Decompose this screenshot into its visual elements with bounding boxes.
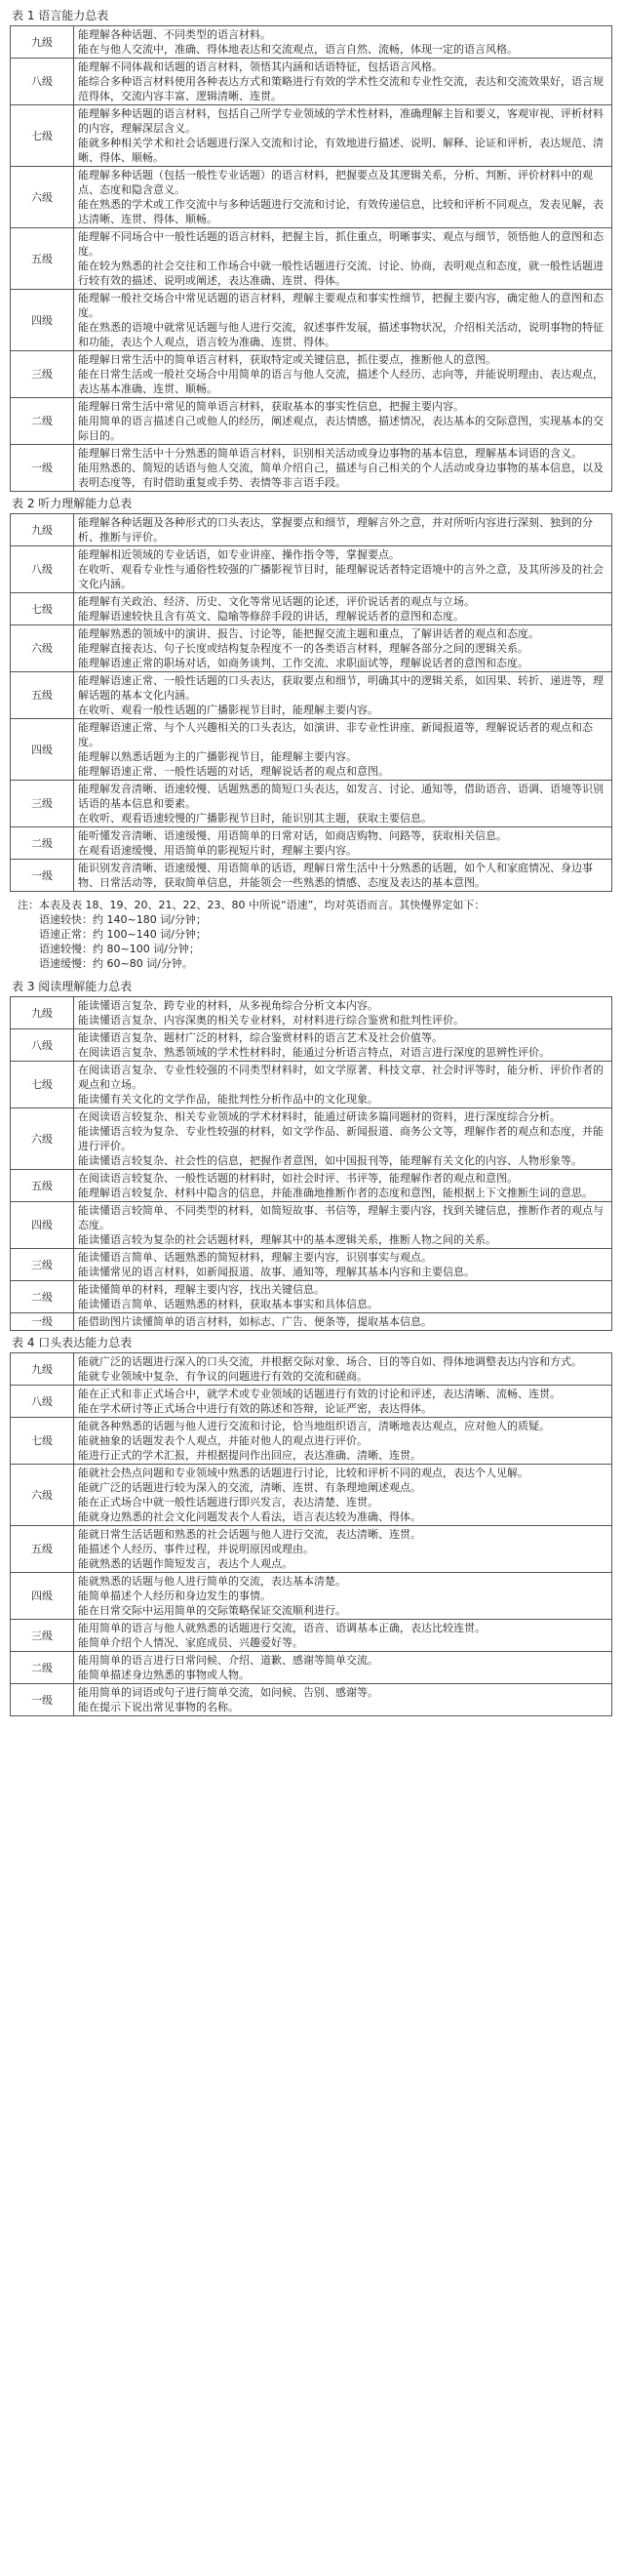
table-row [11, 167, 612, 228]
description-line: 能理解发音清晰、语速较慢、话题熟悉的简短口头表达，如发言、讨论、通知等，借助语音、语调、语境等识别话语的基本信息和要素。 [78, 783, 604, 810]
table-caption: 表 1 语言能力总表 [12, 9, 109, 22]
table-row [11, 1353, 612, 1386]
description-cell [74, 445, 612, 492]
description-line: 能在熟悉的学术或工作交流中与多种话题进行交流和讨论，有效传递信息，比较和评析不同观点，发表见解，表达清晰、连贯、得体、顺畅。 [78, 198, 604, 225]
description-cell [74, 228, 612, 290]
description-line: 能借助图片读懂简单的语言材料，如标志、广告、便条等，提取基本信息。 [78, 1315, 432, 1328]
description-line: 能就广泛的话题进行深入的口头交流，并根据交际对象、场合、目的等自如、得体地调整表达内容和方式。 [78, 1355, 582, 1368]
description-line: 能就多种相关学术和社会话题进行深入交流和讨论，有效地进行描述、说明、解释、论证和评析，表达规范、清晰、得体、顺畅。 [78, 137, 604, 164]
description-line: 能理解直接表达、句子长度或结构复杂程度不一的各类语言材料，理解各部分之间的逻辑关系。 [78, 642, 528, 655]
level-cell: 四级 [11, 719, 74, 781]
description-line: 能在熟悉的语境中就常见话题与他人进行交流，叙述事件发展，描述事物状况，介绍相关活动，说明事物的特征和功能，表达个人观点，语言较为准确、连贯、得体。 [78, 321, 604, 348]
description-line: 能理解以熟悉话题为主的广播影视节目，能理解主要内容。 [78, 750, 357, 763]
speed-note [18, 898, 614, 971]
note-line: 语速较快：约 140~180 词/分钟； [39, 913, 207, 926]
table-row [11, 1313, 612, 1331]
table-block-2 [10, 496, 614, 892]
description-cell [74, 1465, 612, 1526]
table-row [11, 1249, 612, 1281]
level-cell: 六级 [11, 1108, 74, 1170]
level-cell: 三级 [11, 781, 74, 827]
description-line: 能描述个人经历、事件过程，并说明原因或理由。 [78, 1543, 314, 1555]
description-line: 能就抽象的话题发表个人观点，并能对他人的观点进行评价。 [78, 1434, 368, 1447]
table-row [11, 1573, 612, 1620]
table-row [11, 514, 612, 546]
description-line: 能读懂常见的语言材料，如新闻报道、故事、通知等，理解其基本内容和主要信息。 [78, 1266, 475, 1278]
level-cell: 八级 [11, 546, 74, 593]
description-line: 能就各种熟悉的话题与他人进行交流和讨论，恰当地组织语言，清晰地表达观点，应对他人的质疑。 [78, 1420, 550, 1432]
level-cell: 九级 [11, 514, 74, 546]
description-line: 能用简单的语言进行日常问候、介绍、道歉、感谢等简单交流。 [78, 1654, 378, 1667]
description-line: 在收听、观看语速较慢的广播影视节目时，能识别其主题，获取主要信息。 [78, 812, 432, 825]
level-cell: 九级 [11, 26, 74, 59]
description-line: 能读懂语言复杂、跨专业的材料，从多视角综合分析文本内容。 [78, 999, 378, 1012]
description-cell [74, 290, 612, 351]
description-cell [74, 593, 612, 625]
description-cell [74, 167, 612, 228]
description-line: 在收听、观看一般性话题的广播影视节目时，能理解主要内容。 [78, 704, 378, 716]
description-cell [74, 59, 612, 105]
description-line: 能就社会热点问题和专业领域中熟悉的话题进行讨论，比较和评析不同的观点，表达个人见解。 [78, 1467, 528, 1479]
note-line: 语速较慢：约 80~100 词/分钟； [39, 943, 200, 955]
table-row [11, 398, 612, 445]
table-row [11, 781, 612, 827]
table-row [11, 1202, 612, 1249]
description-line: 能简单描述个人经历和身边发生的事情。 [78, 1590, 271, 1602]
description-line: 能读懂语言简单、话题熟悉的材料，获取基本事实和具体信息。 [78, 1298, 378, 1310]
level-cell: 七级 [11, 105, 74, 167]
description-line: 能听懂发音清晰、语速缓慢、用语简单的日常对话，如商店购物、问路等，获取相关信息。 [78, 829, 507, 842]
level-cell: 七级 [11, 1418, 74, 1465]
description-cell [74, 1313, 612, 1331]
table-row [11, 860, 612, 892]
level-cell: 七级 [11, 593, 74, 625]
level-cell: 四级 [11, 1202, 74, 1249]
description-cell [74, 1684, 612, 1716]
description-cell [74, 625, 612, 672]
level-cell: 五级 [11, 1170, 74, 1202]
description-line: 能就熟悉的话题与他人进行简单的交流，表达基本清楚。 [78, 1575, 346, 1588]
description-line: 能理解多种话题（包括一般性专业话题）的语言材料，把握要点及其逻辑关系，分析、判断、评价材料中的观点、态度和隐含意义。 [78, 169, 593, 196]
description-line: 能在日常交际中运用简单的交际策略保证交流顺利进行。 [78, 1604, 346, 1617]
level-cell: 九级 [11, 997, 74, 1029]
level-cell: 四级 [11, 290, 74, 351]
description-line: 能读懂语言较为复杂、专业性较强的材料，如文学作品、新闻报道、商务公文等，理解作者的观点和态度，并能进行评价。 [78, 1125, 604, 1152]
note-line: 语速正常：约 100~140 词/分钟； [39, 928, 207, 941]
level-cell: 一级 [11, 1313, 74, 1331]
description-line: 能读懂有关文化的文学作品，能批判性分析作品中的文化现象。 [78, 1093, 378, 1106]
description-line: 能理解语言较复杂、材料中隐含的信息，并能准确地推断作者的态度和意图，能根据上下文推断生词的意思。 [78, 1187, 593, 1199]
description-line: 能理解日常生活中常见的简单语言材料，获取基本的事实性信息，把握主要内容。 [78, 400, 464, 413]
level-cell: 三级 [11, 351, 74, 398]
description-cell [74, 1526, 612, 1573]
description-line: 能理解各种话题及各种形式的口头表达，掌握要点和细节，理解言外之意，并对所听内容进行深刻、独到的分析、推断与评价。 [78, 516, 593, 543]
description-cell [74, 672, 612, 719]
ability-table-4 [10, 1352, 612, 1716]
description-cell [74, 1573, 612, 1620]
description-line: 能理解熟悉的领域中的演讲、报告、讨论等，能把握交流主题和重点，了解讲话者的观点和态度。 [78, 627, 539, 640]
description-cell [74, 1281, 612, 1313]
table-row [11, 290, 612, 351]
description-line: 在阅读语言复杂、熟悉领域的学术性材料时，能通过分析语言特点，对语言进行深度的思辨性评价。 [78, 1046, 550, 1059]
description-line: 能在提示下说出常见事物的名称。 [78, 1701, 239, 1713]
description-line: 能在较为熟悉的社会交往和工作场合中就一般性话题进行交流、讨论、协商，表明观点和态度，就一般性话题进行较有效的描述、说明或阐述，表达准确、连贯、得体。 [78, 260, 604, 287]
description-line: 在观看语速缓慢、用语简单的影视短片时，理解主要内容。 [78, 844, 357, 857]
description-line: 能理解日常生活中十分熟悉的简单语言材料，识别相关活动或身边事物的基本信息，理解基本词语的含义。 [78, 447, 582, 460]
table-block-1 [10, 8, 614, 492]
table-caption: 表 3 阅读理解能力总表 [12, 980, 133, 993]
table-row [11, 1418, 612, 1465]
description-line: 能读懂语言较为复杂的社会话题材料，理解其中的基本逻辑关系，推断人物之间的关系。 [78, 1233, 496, 1246]
description-line: 能识别发音清晰、语速缓慢、用语简单的话语，理解日常生活中十分熟悉的话题，如个人和家庭情况、身边事物、日常活动等，获取简单信息，并能领会一些熟悉的情感、态度及表达的基本意图。 [78, 862, 593, 889]
description-line: 能综合多种语言材料使用各种表达方式和策略进行有效的学术性交流和专业性交流，表达和交流效果好，语言规范得体，交流内容丰富、逻辑清晰、连贯。 [78, 75, 604, 102]
table-row [11, 351, 612, 398]
level-cell: 五级 [11, 672, 74, 719]
description-line: 能理解有关政治、经济、历史、文化等常见话题的论述，评价说话者的观点与立场。 [78, 595, 475, 608]
table-caption: 表 4 口头表达能力总表 [12, 1336, 133, 1349]
table-row [11, 997, 612, 1029]
table-row [11, 719, 612, 781]
description-cell [74, 860, 612, 892]
description-line: 能就熟悉的话题作简短发言，表达个人观点。 [78, 1557, 292, 1570]
description-line: 能用简单的词语或句子进行简单交流，如问候、告别、感谢等。 [78, 1686, 378, 1699]
table-row [11, 827, 612, 860]
level-cell: 三级 [11, 1620, 74, 1652]
table-row [11, 1465, 612, 1526]
table-row [11, 228, 612, 290]
description-line: 能理解语速正常的职场对话，如商务谈判、工作交流、求职面试等，理解说话者的意图和态度。 [78, 657, 528, 669]
description-cell [74, 546, 612, 593]
description-cell [74, 781, 612, 827]
description-cell [74, 514, 612, 546]
description-line: 能理解不同体裁和话题的语言材料，领悟其内涵和话语特征，包括语言风格。 [78, 60, 443, 73]
description-line: 能理解多种话题的语言材料，包括自己所学专业领域的学术性材料，准确理解主旨和要义，客观审视、评析材料的内容，理解深层含义。 [78, 107, 604, 135]
level-cell: 六级 [11, 1465, 74, 1526]
description-cell [74, 398, 612, 445]
description-cell [74, 1170, 612, 1202]
table-row [11, 1281, 612, 1313]
description-cell [74, 1029, 612, 1062]
description-line: 能理解各种话题、不同类型的语言材料。 [78, 28, 271, 41]
level-cell: 一级 [11, 445, 74, 492]
table-row [11, 445, 612, 492]
table-row [11, 1620, 612, 1652]
description-line: 能简单描述身边熟悉的事物或人物。 [78, 1669, 250, 1681]
description-line: 能用熟悉的、简短的话语与他人交流，简单介绍自己，描述与自己相关的个人活动或身边事物的基本信息，以及表明态度等，有时借助重复或手势、表情等非言语手段。 [78, 462, 604, 489]
level-cell: 二级 [11, 1281, 74, 1313]
table-row [11, 546, 612, 593]
description-cell [74, 1353, 612, 1386]
description-cell [74, 827, 612, 860]
description-cell [74, 1418, 612, 1465]
table-row [11, 59, 612, 105]
description-cell [74, 1386, 612, 1418]
note-line: 注：本表及表 18、19、20、21、22、23、80 中所说“语速”，均对英语而言。其快慢界定如下： [18, 899, 486, 911]
description-line: 能在日常生活或一般社交场合中用简单的语言与他人交流，描述个人经历、志向等，并能说明理由、表达观点，表达基本准确、连贯、顺畅。 [78, 368, 604, 395]
table-row [11, 1386, 612, 1418]
description-line: 能理解相近领域的专业话语，如专业讲座、操作指令等，掌握要点。 [78, 548, 400, 561]
description-line: 能简单介绍个人情况、家庭成员、兴趣爱好等。 [78, 1636, 303, 1649]
level-cell: 二级 [11, 398, 74, 445]
description-line: 在阅读语言复杂、专业性较强的不同类型材料时，如文学原著、科技文章、社会时评等时，能分析、评价作者的观点和立场。 [78, 1064, 604, 1091]
description-line: 能理解一般社交场合中常见话题的语言材料，理解主要观点和事实性细节，把握主要内容，确定他人的意图和态度。 [78, 292, 604, 319]
description-line: 能读懂语言复杂、题材广泛的材料，综合鉴赏材料的语言艺术及社会价值等。 [78, 1031, 443, 1044]
description-line: 能就身边熟悉的社会文化问题发表个人看法，语言表达较为准确、得体。 [78, 1510, 421, 1523]
table-row [11, 593, 612, 625]
description-line: 能理解语速正常、一般性话题的口头表达，获取要点和细节，明确其中的逻辑关系，如因果、转折、递进等，理解话题的基本文化内涵。 [78, 674, 604, 702]
ability-table-3 [10, 996, 612, 1331]
description-line: 在阅读语言较复杂、相关专业领域的学术材料时，能通过研读多篇同题材的资料，进行深度综合分析。 [78, 1110, 561, 1123]
description-cell [74, 1108, 612, 1170]
table-row [11, 1108, 612, 1170]
table-row [11, 672, 612, 719]
level-cell: 六级 [11, 167, 74, 228]
description-line: 在收听、观看专业性与通俗性较强的广播影视节目时，能理解说话者特定语境中的言外之意，及其所涉及的社会文化内涵。 [78, 563, 604, 590]
description-cell [74, 105, 612, 167]
table-row [11, 1170, 612, 1202]
description-cell [74, 1249, 612, 1281]
level-cell: 八级 [11, 59, 74, 105]
level-cell: 六级 [11, 625, 74, 672]
ability-table-1 [10, 25, 612, 492]
description-line: 能读懂简单的材料，理解主要内容，找出关键信息。 [78, 1283, 325, 1296]
description-line: 能读懂语言较简单、不同类型的材料，如简短故事、书信等，理解主要内容，找到关键信息，推断作者的观点与态度。 [78, 1204, 604, 1231]
table-caption: 表 2 听力理解能力总表 [12, 497, 133, 510]
description-line: 能在学术研讨等正式场合中进行有效的陈述和答辩，论证严密，表达得体。 [78, 1402, 432, 1415]
table-row [11, 1062, 612, 1108]
ability-table-2 [10, 513, 612, 892]
description-line: 能在正式和非正式场合中，就学术或专业领域的话题进行有效的讨论和评述，表达清晰、流畅、连贯。 [78, 1388, 561, 1400]
table-row [11, 1029, 612, 1062]
level-cell: 一级 [11, 860, 74, 892]
description-line: 能读懂语言较复杂、社会性的信息，把握作者意图，如中国报刊等，能理解有关文化的内容、人物形象等。 [78, 1154, 582, 1167]
document-page [10, 0, 614, 1716]
description-line: 能在与他人交流中，准确、得体地表达和交流观点，语言自然、流畅，体现一定的语言风格。 [78, 43, 518, 56]
table-row [11, 105, 612, 167]
description-line: 能理解语速正常、与个人兴趣相关的口头表达，如演讲、非专业性讲座、新闻报道等，理解说话者的观点和态度。 [78, 721, 593, 748]
level-cell: 五级 [11, 228, 74, 290]
description-line: 能在正式场合中就一般性话题进行即兴发言，表达清楚、连贯。 [78, 1496, 378, 1509]
description-line: 能理解语速较快且含有英文、隐喻等修辞手段的讲话，理解说话者的意图和态度。 [78, 610, 464, 623]
description-line: 能就日常生活话题和熟悉的社会话题与他人进行交流，表达清晰、连贯。 [78, 1528, 421, 1541]
description-cell [74, 26, 612, 59]
description-cell [74, 1652, 612, 1684]
description-line: 能就专业领域中复杂、有争议的问题进行有效的交流和磋商。 [78, 1370, 368, 1383]
description-cell [74, 1062, 612, 1108]
level-cell: 七级 [11, 1062, 74, 1108]
description-cell [74, 351, 612, 398]
description-cell [74, 997, 612, 1029]
description-line: 能进行正式的学术汇报，并根据提问作出回应，表达准确、清晰、连贯。 [78, 1449, 421, 1462]
level-cell: 三级 [11, 1249, 74, 1281]
table-row [11, 1526, 612, 1573]
table-row [11, 1684, 612, 1716]
description-line: 在阅读语言较复杂、一般性话题的材料时，如社会时评、书评等，能理解作者的观点和意图。 [78, 1172, 518, 1185]
description-line: 能读懂语言简单、话题熟悉的简短材料，理解主要内容，识别事实与观点。 [78, 1251, 432, 1264]
description-line: 能就广泛的话题进行较为深入的交流，清晰、连贯、有条理地阐述观点。 [78, 1481, 421, 1494]
table-block-4 [10, 1335, 614, 1716]
description-line: 能理解日常生活中的简单语言材料，获取特定或关键信息，抓住要点，推断他人的意图。 [78, 353, 496, 366]
description-cell [74, 1202, 612, 1249]
level-cell: 二级 [11, 827, 74, 860]
level-cell: 九级 [11, 1353, 74, 1386]
description-line: 能理解不同场合中一般性话题的语言材料，把握主旨，抓住重点，明晰事实、观点与细节，领悟他人的意图和态度。 [78, 230, 604, 258]
level-cell: 四级 [11, 1573, 74, 1620]
level-cell: 二级 [11, 1652, 74, 1684]
level-cell: 八级 [11, 1386, 74, 1418]
description-line: 能理解语速正常、一般性话题的对话，理解说话者的观点和意图。 [78, 765, 389, 778]
table-row [11, 1652, 612, 1684]
note-line: 语速缓慢：约 60~80 词/分钟。 [39, 957, 193, 970]
description-cell [74, 1620, 612, 1652]
level-cell: 五级 [11, 1526, 74, 1573]
table-block-3 [10, 979, 614, 1331]
level-cell: 八级 [11, 1029, 74, 1062]
description-line: 能读懂语言复杂、内容深奥的相关专业材料，对材料进行综合鉴赏和批判性评价。 [78, 1014, 464, 1026]
description-line: 能用简单的语言描述自己或他人的经历，阐述观点，表达情感，描述情况，表达基本的交际意图，实现基本的交际目的。 [78, 415, 604, 442]
level-cell: 一级 [11, 1684, 74, 1716]
description-cell [74, 719, 612, 781]
table-row [11, 625, 612, 672]
description-line: 能用简单的语言与他人就熟悉的话题进行交流，语音、语调基本正确，表达比较连贯。 [78, 1622, 486, 1634]
table-row [11, 26, 612, 59]
